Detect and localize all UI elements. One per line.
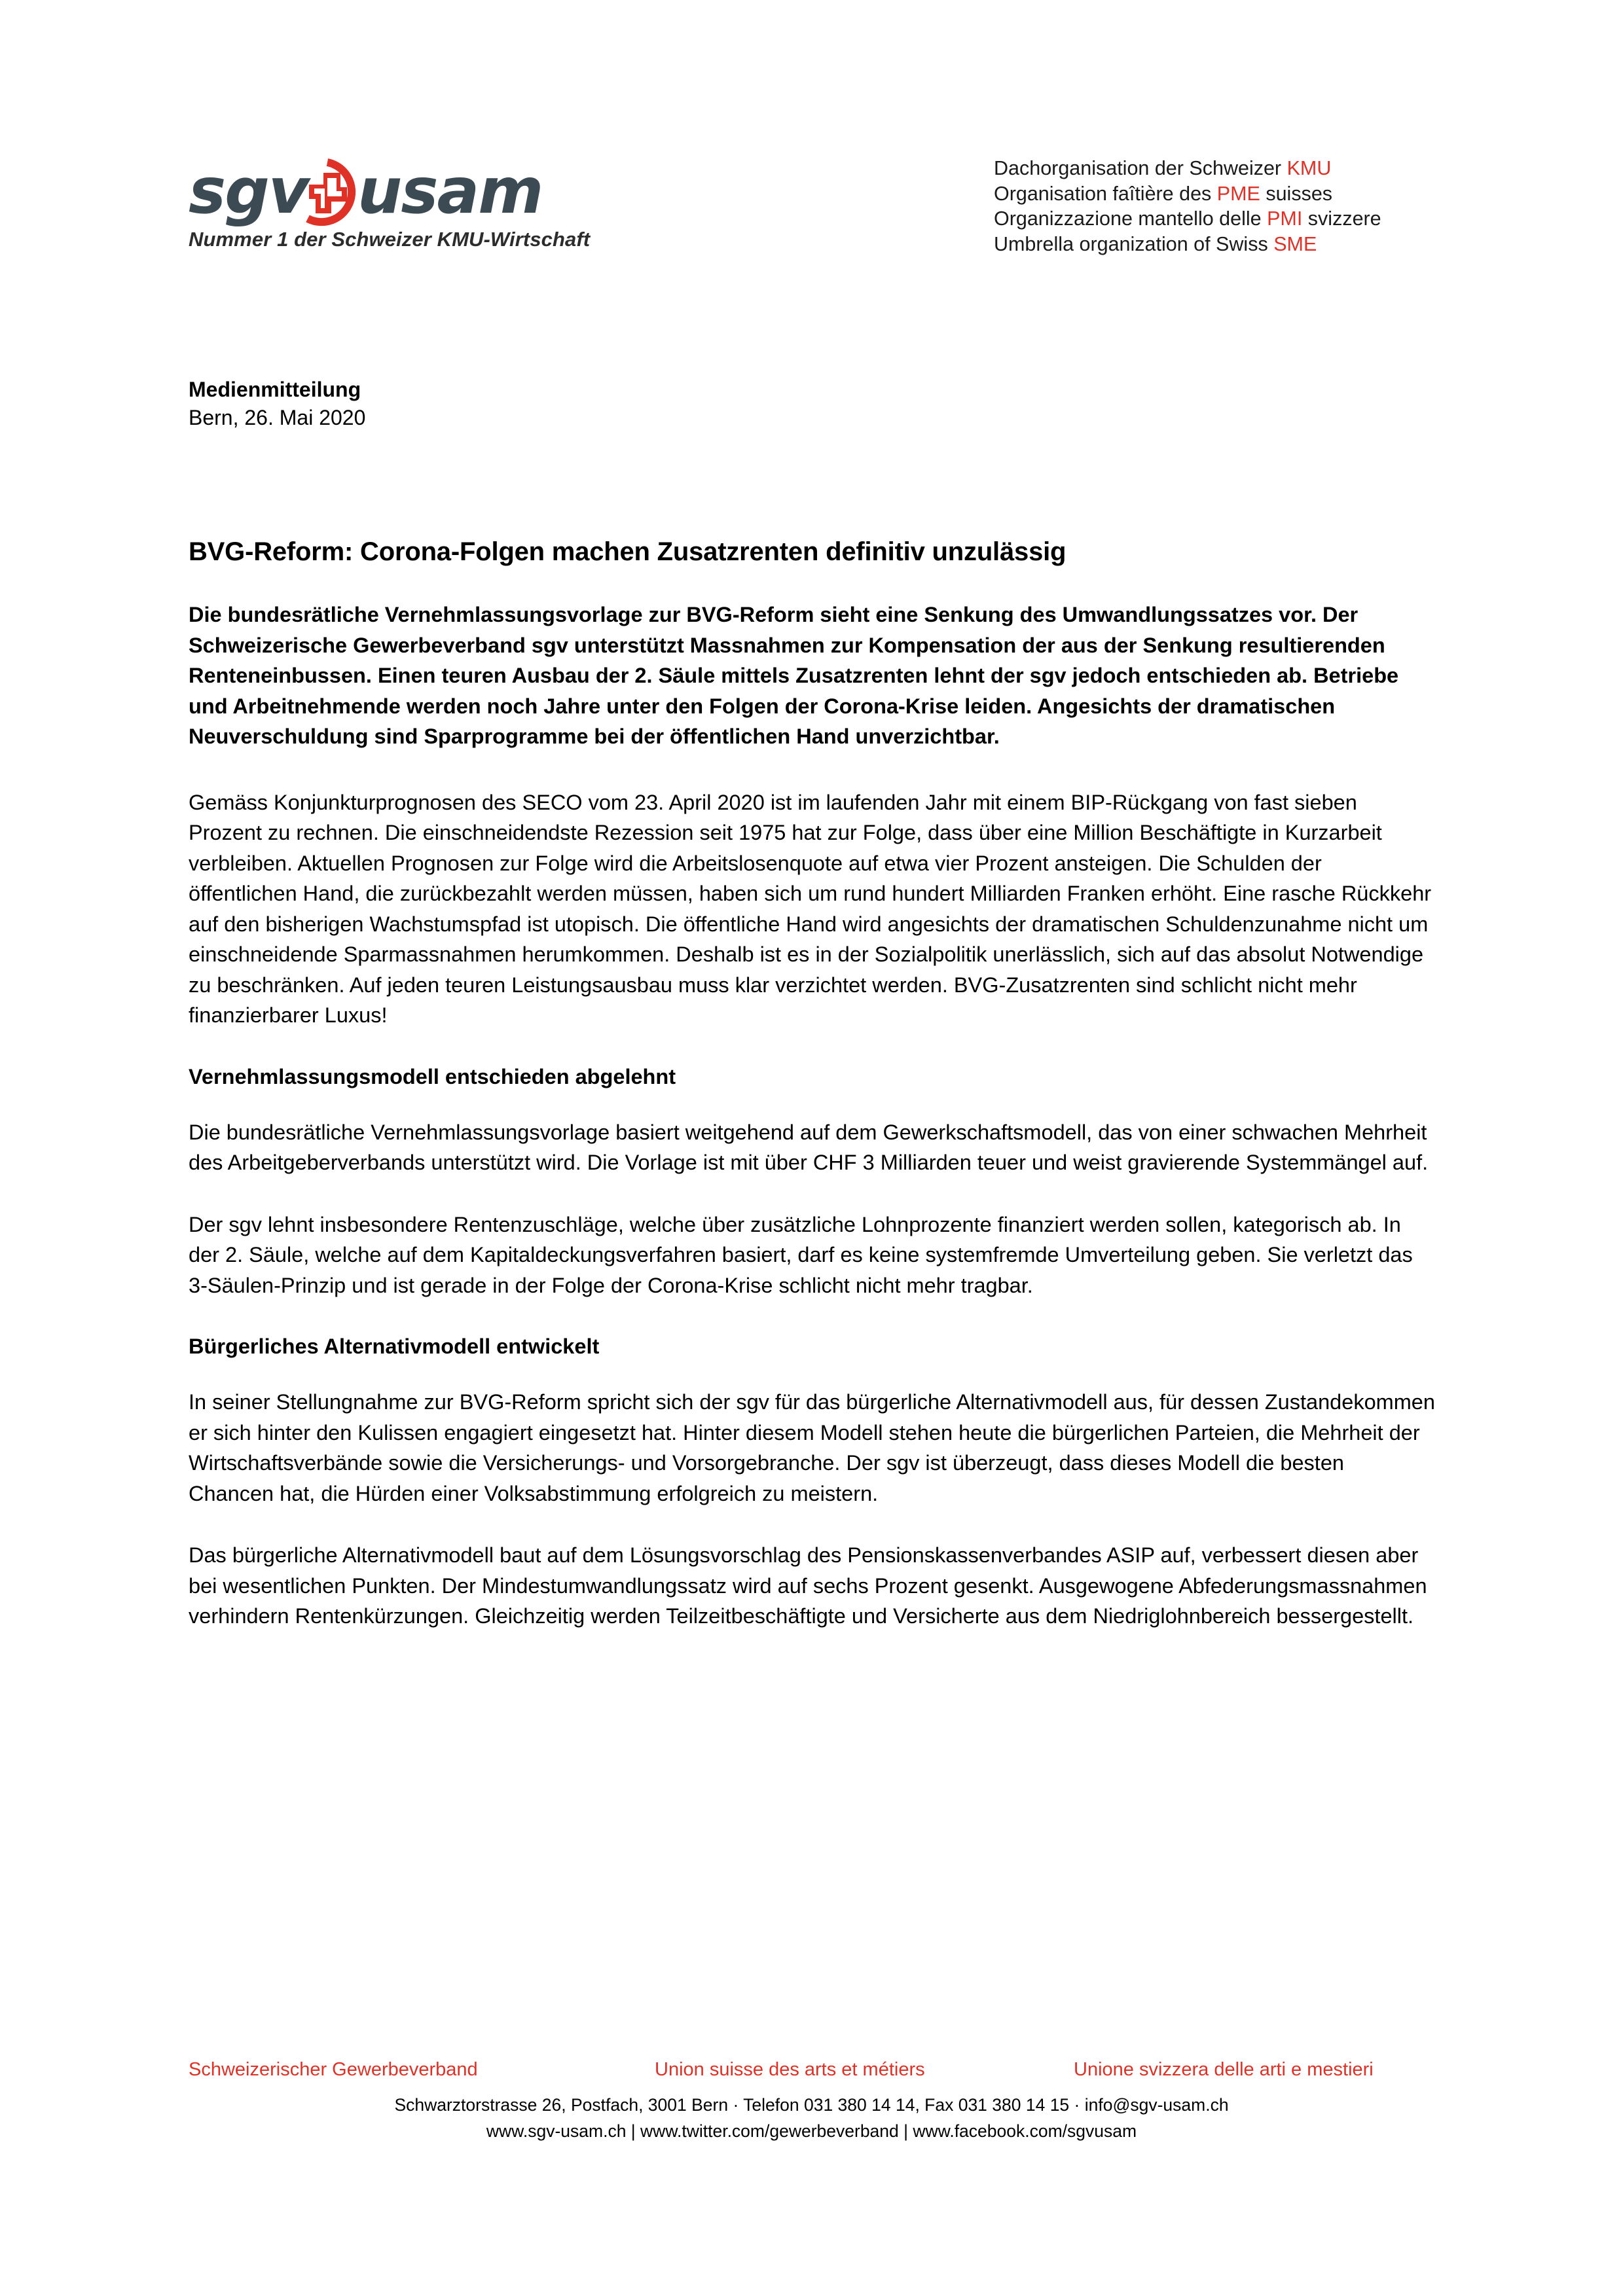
- section-heading-2: Bürgerliches Alternativmodell entwickelt: [189, 1335, 600, 1358]
- footer-organization-names: [0, 2055, 1623, 2087]
- logo-tagline: Nummer 1 der Schweizer KMU-Wirtschaft: [189, 228, 591, 251]
- logo-wordmark: [189, 154, 581, 228]
- footer-name-de: Schweizerischer Gewerbeverband: [189, 2059, 478, 2080]
- footer-web-line: www.sgv-usam.ch | www.twitter.com/gewerbeverband | www.facebook.com/sgvusam: [486, 2121, 1137, 2141]
- release-type-label: Medienmitteilung: [189, 378, 361, 401]
- body-paragraph-1: Gemäss Konjunkturprognosen des SECO vom 23. April 2020 ist im laufenden Jahr mit einem BIP-Rückgang von fast sieben Prozent zu rechnen. Die einschneidendste Rezession seit 1975 hat zur Folge, dass über eine Million Beschäftigte in Kurzarbeit verbleiben. Aktuellen Prognosen zur Folge wird die Arbeitslosenquote auf etwa vier Prozent ansteigen. Die Schulden der öffentlichen Hand, die zurückbezahlt werden müssen, haben sich um rund hundert Milliarden Franken erhöht. Eine rasche Rückkehr auf den bisherigen Wachstumspfad ist utopisch. Die öffentliche Hand wird angesichts der dramatischen Schuldenzunahme nicht um einschneidende Sparmassnahmen herumkommen. Deshalb ist es in der Sozialpolitik unerlässlich, sich auf das absolut Notwendige zu beschränken. Auf jeden teuren Leistungsausbau muss klar verzichtet werden. BVG-Zusatzrenten sind schlicht nicht mehr finanzierbarer Luxus!: [189, 790, 1432, 1027]
- org-line-fr: Organisation faîtière des PME suisses: [994, 182, 1333, 205]
- footer-name-it: Unione svizzera delle arti e mestieri: [1074, 2059, 1374, 2080]
- body-paragraph-2: Die bundesrätliche Vernehmlassungsvorlage basiert weitgehend auf dem Gewerkschaftsmodell, das von einer schwachen Mehrheit des Arbeitgeberverbands unterstützt wird. Die Vorlage ist mit über CHF 3 Milliarden teuer und weist gravierende Systemmängel auf.: [189, 1120, 1429, 1174]
- document-footer: [0, 2055, 1623, 2144]
- footer-name-fr: Union suisse des arts et métiers: [655, 2059, 925, 2080]
- lead-paragraph: Die bundesrätliche Vernehmlassungsvorlage zur BVG-Reform sieht eine Senkung des Umwandlungssatzes vor. Der Schweizerische Gewerbeverband sgv unterstützt Massnahmen zur Kompensation der aus der Senkung resultierenden Renteneinbussen. Einen teuren Ausbau der 2. Säule mittels Zusatzrenten lehnt der sgv jedoch entschieden ab. Betriebe und Arbeitnehmende werden noch Jahre unter den Folgen der Corona-Krise leiden. Angesichts der dramatischen Neuverschuldung sind Sparprogramme bei der öffentlichen Hand unverzichtbar.: [189, 603, 1399, 748]
- document-header: [0, 0, 1623, 308]
- org-line-de: Dachorganisation der Schweizer KMU: [994, 157, 1332, 179]
- logo-text-usam: usam: [357, 154, 543, 228]
- swiss-cross-circle-icon: [293, 158, 361, 226]
- body-paragraph-5: Das bürgerliche Alternativmodell baut auf dem Lösungsvorschlag des Pensionskassenverbandes ASIP auf, verbessert diesen aber bei wesentlichen Punkten. Der Mindestumwandlungssatz wird auf sechs Prozent gesenkt. Ausgewogene Abfederungsmassnahmen verhindern Rentenkürzungen. Gleichzeitig werden Teilzeitbeschäftigte und Versicherte aus dem Niedriglohnbereich bessergestellt.: [189, 1543, 1427, 1628]
- org-line-it: Organizzazione mantello delle PMI svizzere: [994, 207, 1381, 230]
- body-paragraph-4: In seiner Stellungnahme zur BVG-Reform spricht sich der sgv für das bürgerliche Alternativmodell aus, für dessen Zustandekommen er sich hinter den Kulissen engagiert eingesetzt hat. Hinter diesem Modell stehen heute die bürgerlichen Parteien, die Mehrheit der Wirtschaftsverbände sowie die Versicherungs- und Vorsorgebranche. Der sgv ist überzeugt, dass dieses Modell die besten Chancen hat, die Hürden einer Volksabstimmung erfolgreich zu meistern.: [189, 1390, 1435, 1505]
- sgv-usam-logo: [189, 154, 608, 251]
- logo-text-sgv: sgv: [189, 154, 308, 228]
- release-meta: [189, 376, 365, 432]
- section-heading-1: Vernehmlassungsmodell entschieden abgelehnt: [189, 1064, 676, 1088]
- footer-contact: [0, 2092, 1623, 2144]
- organization-descriptor: [994, 156, 1381, 257]
- footer-address-line: Schwarztorstrasse 26, Postfach, 3001 Bern · Telefon 031 380 14 14, Fax 031 380 14 15 · info@sgv-usam.ch: [394, 2095, 1229, 2115]
- page-title: BVG-Reform: Corona-Folgen machen Zusatzrenten definitiv unzulässig: [189, 537, 1067, 566]
- document-body: [189, 535, 1435, 1663]
- release-date: Bern, 26. Mai 2020: [189, 406, 366, 429]
- org-line-en: Umbrella organization of Swiss SME: [994, 232, 1317, 255]
- body-paragraph-3: Der sgv lehnt insbesondere Rentenzuschläge, welche über zusätzliche Lohnprozente finanziert werden sollen, kategorisch ab. In der 2. Säule, welche auf dem Kapitaldeckungsverfahren basiert, darf es keine systemfremde Umverteilung geben. Sie verletzt das 3-Säulen-Prinzip und ist gerade in der Folge der Corona-Krise schlicht nicht mehr tragbar.: [189, 1212, 1413, 1297]
